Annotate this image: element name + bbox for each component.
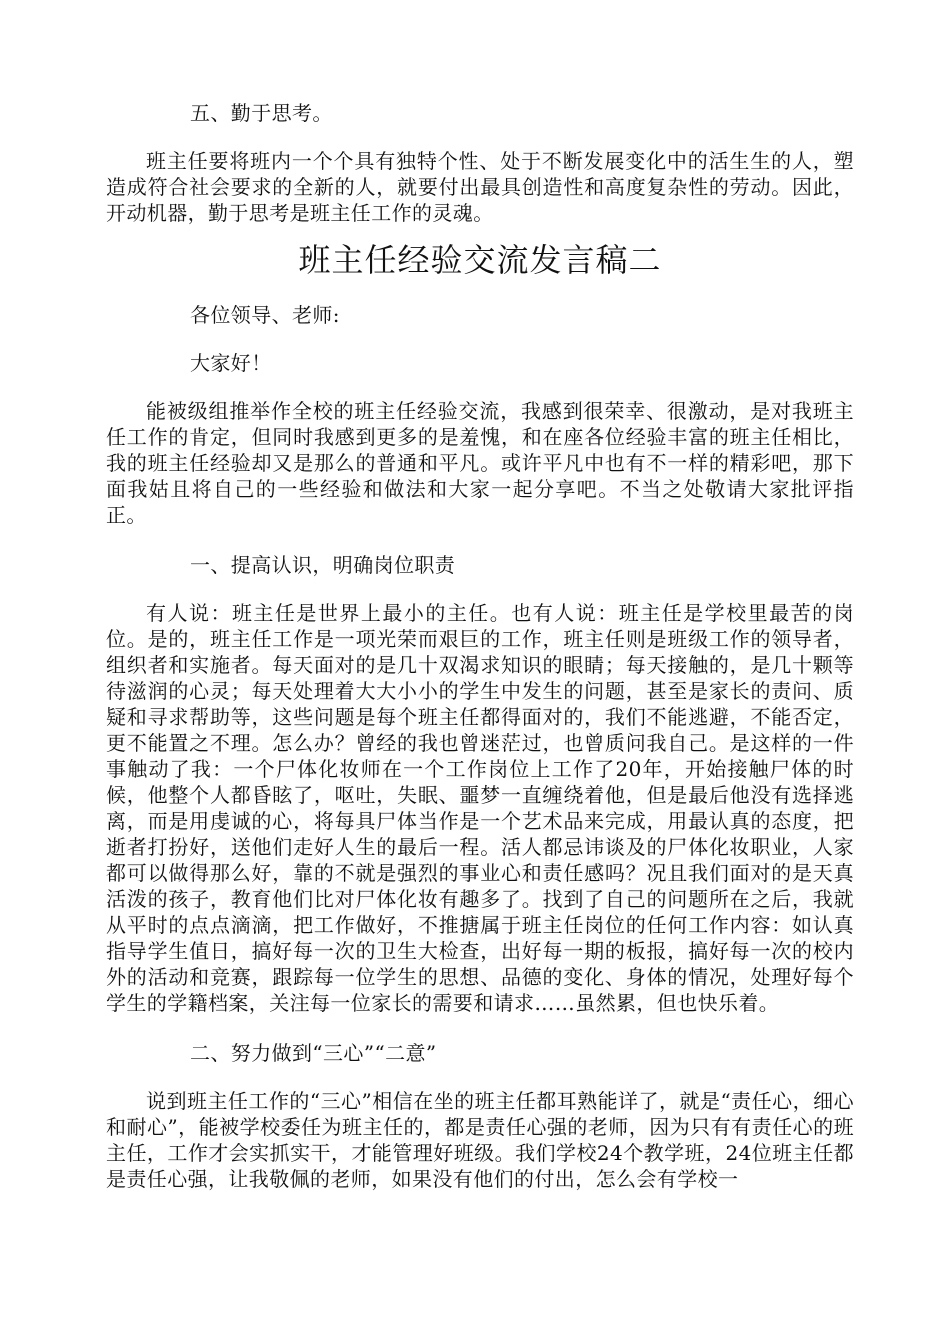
document-page bbox=[106, 100, 854, 1192]
section-one-heading: 一、提高认识，明确岗位职责 bbox=[190, 553, 456, 577]
salutation: 各位领导、老师: bbox=[190, 303, 340, 327]
document-title: 班主任经验交流发言稿二 bbox=[298, 241, 662, 279]
section-two-heading: 二、努力做到“三心”“二意” bbox=[190, 1041, 437, 1065]
section-two-body: 说到班主任工作的“三心”相信在坐的班主任都耳熟能详了，就是“责任心，细心和耐心”，能被学校委任为班主任的，都是责任心强的老师，因为只有有责任心的班主任，工作才会实抓实干，才能管理好班级。我们学校24个教学班，24位班主任都是责任心强，让我敬佩的老师，如果没有他们的付出，怎么会有学校一 bbox=[106, 1089, 854, 1191]
section-five-heading: 五、勤于思考。 bbox=[190, 101, 333, 125]
intro-paragraph: 能被级组推举作全校的班主任经验交流，我感到很荣幸、很激动，是对我班主任工作的肯定，但同时我感到更多的是羞愧，和在座各位经验丰富的班主任相比，我的班主任经验却又是那么的普通和平凡。或许平凡中也有不一样的精彩吧，那下面我姑且将自己的一些经验和做法和大家一起分享吧。不当之处敬请大家批评指正。 bbox=[106, 399, 854, 527]
section-one-body: 有人说：班主任是世界上最小的主任。也有人说：班主任是学校里最苦的岗位。是的，班主任工作是一项光荣而艰巨的工作，班主任则是班级工作的领导者，组织者和实施者。每天面对的是几十双渴求知识的眼睛；每天接触的，是几十颗等待滋润的心灵；每天处理着大大小小的学生中发生的问题，甚至是家长的责问、质疑和寻求帮助等，这些问题是每个班主任都得面对的，我们不能逃避，不能否定，更不能置之不理。怎么办？曾经的我也曾迷茫过，也曾质问我自己。是这样的一件事触动了我：一个尸体化妆师在一个工作岗位上工作了20年，开始接触尸体的时候，他整个人都昏眩了，呕吐，失眠、噩梦一直缠绕着他，但是最后他没有选择逃离，而是用虔诚的心，将每具尸体当作是一个艺术品来完成，用最认真的态度，把逝者打扮好，送他们走好人生的最后一程。活人都忌讳谈及的尸体化妆职业，人家都可以做得那么好，靠的不就是强烈的事业心和责任感吗？况且我们面对的是天真活泼的孩子，教育他们比对尸体化妆有趣多了。找到了自己的问题所在之后，我就从平时的点点滴滴，把工作做好，不推搪属于班主任岗位的任何工作内容：如认真指导学生值日，搞好每一次的卫生大检查，出好每一期的板报，搞好每一次的校内外的活动和竞赛，跟踪每一位学生的思想、品德的变化、身体的情况，处理好每个学生的学籍档案，关注每一位家长的需要和请求……虽然累，但也快乐着。 bbox=[106, 601, 854, 1015]
greeting: 大家好！ bbox=[190, 351, 272, 375]
section-five-body: 班主任要将班内一个个具有独特个性、处于不断发展变化中的活生生的人，塑造成符合社会要求的全新的人，就要付出最具创造性和高度复杂性的劳动。因此，开动机器，勤于思考是班主任工作的灵魂。 bbox=[106, 149, 854, 225]
